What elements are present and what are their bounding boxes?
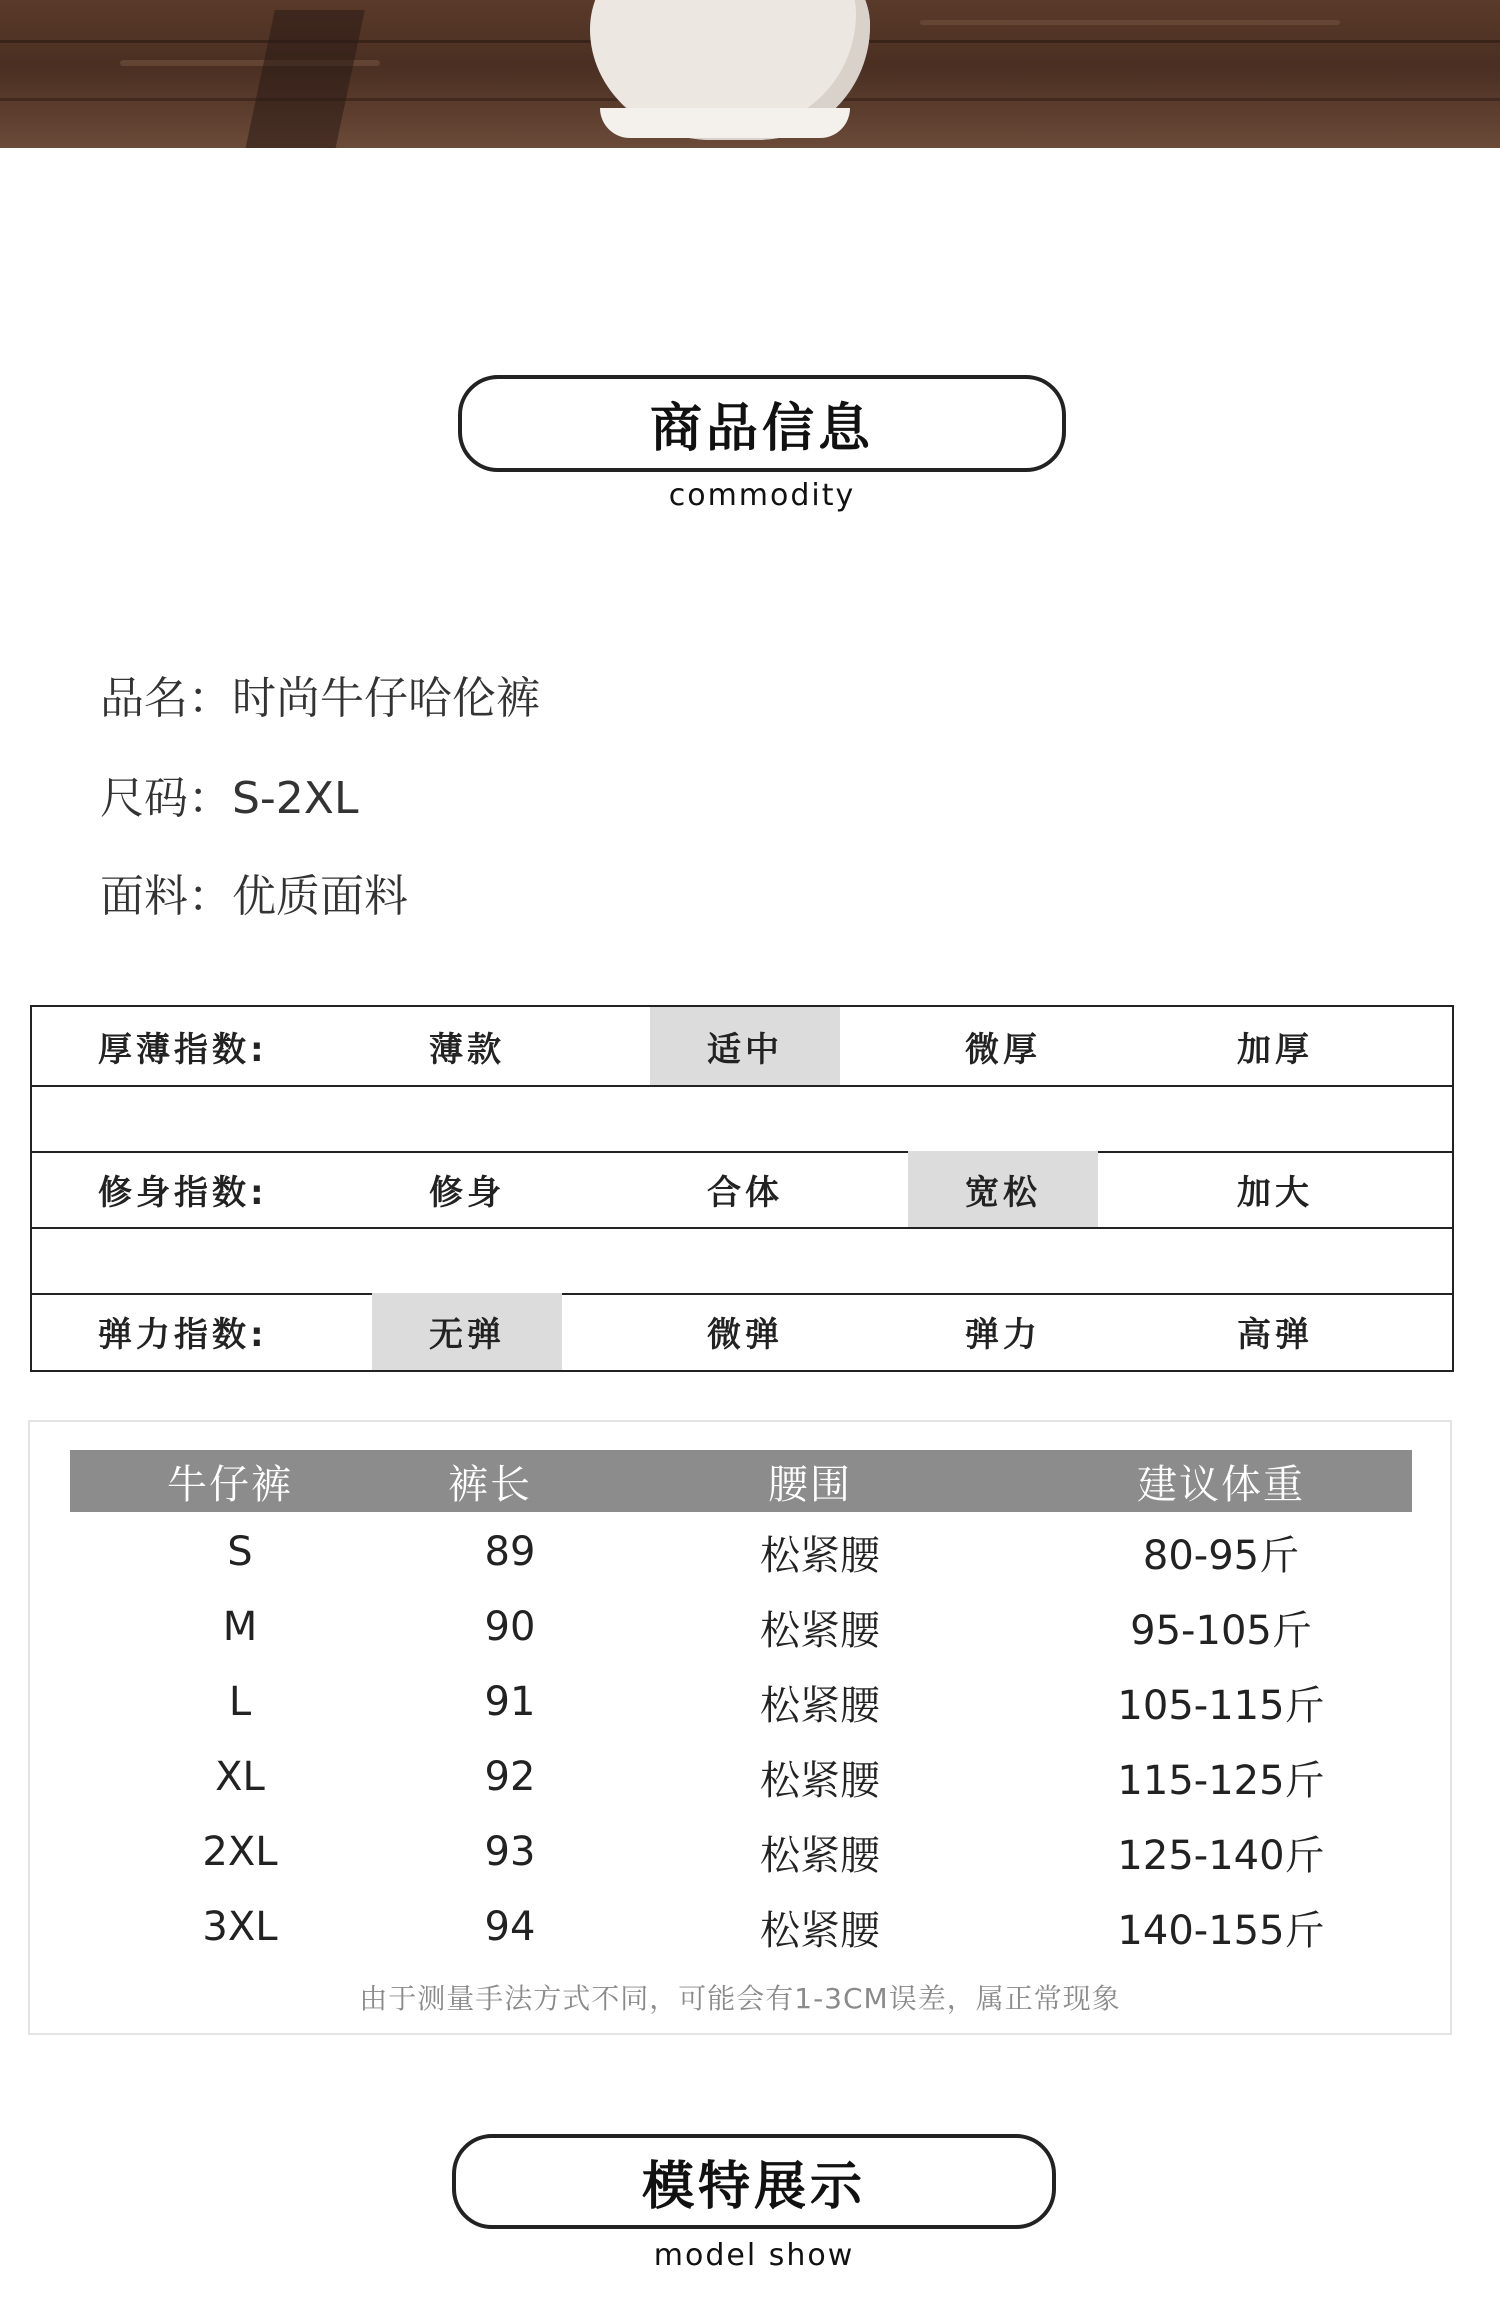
- waist-cell: 松紧腰: [760, 1757, 880, 1804]
- product-size-value: S-2XL: [232, 773, 359, 824]
- weight-cell: 140-155斤: [1117, 1907, 1325, 1954]
- size-chart-header: [70, 1450, 1412, 1512]
- elasticity-index-label: 弹力指数:: [98, 1315, 268, 1355]
- commodity-title-pill: [458, 375, 1066, 472]
- fit-option-oversize: 加大: [1237, 1172, 1313, 1213]
- product-size-label: 尺码：: [100, 773, 232, 824]
- waist-cell: 松紧腰: [760, 1607, 880, 1654]
- commodity-title: 商品信息: [649, 399, 874, 459]
- thickness-index-label: 厚薄指数:: [98, 1029, 268, 1070]
- header-waist: 腰围: [768, 1461, 852, 1508]
- fit-option-slim: 修身: [429, 1172, 505, 1213]
- waist-cell: 松紧腰: [760, 1682, 880, 1729]
- length-cell: 91: [484, 1679, 536, 1725]
- fit-index-table: [30, 1005, 1454, 1372]
- product-size-line: [100, 762, 358, 826]
- length-cell: 89: [484, 1529, 536, 1575]
- product-name-value: 时尚牛仔哈伦裤: [232, 673, 540, 724]
- size-cell: 3XL: [202, 1904, 278, 1950]
- table-spacer-row: [32, 1085, 1452, 1153]
- product-name-label: 品名：: [100, 673, 232, 724]
- size-cell: XL: [215, 1754, 265, 1800]
- length-cell: 93: [484, 1829, 536, 1875]
- elasticity-index-row: [32, 1293, 1452, 1370]
- weight-cell: 80-95斤: [1142, 1532, 1300, 1579]
- size-cell: L: [228, 1679, 252, 1725]
- header-jeans: 牛仔裤: [167, 1461, 293, 1508]
- elasticity-option-slight: 微弹: [707, 1315, 783, 1355]
- length-cell: 92: [484, 1754, 536, 1800]
- size-row: [70, 1665, 1412, 1739]
- header-length: 裤长: [448, 1461, 532, 1508]
- shadow: [245, 10, 365, 148]
- thickness-option-thin: 薄款: [429, 1029, 505, 1070]
- header-weight: 建议体重: [1137, 1461, 1305, 1508]
- measurement-note: 由于测量手法方式不同，可能会有1-3CM误差，属正常现象: [359, 1982, 1121, 2015]
- size-cell: S: [227, 1529, 253, 1575]
- product-fabric-line: [100, 860, 408, 924]
- fit-index-label: 修身指数:: [98, 1172, 268, 1213]
- elasticity-option-none: 无弹: [372, 1293, 562, 1370]
- size-row: [70, 1815, 1412, 1889]
- elasticity-option-elastic: 弹力: [965, 1315, 1041, 1355]
- weight-cell: 125-140斤: [1117, 1832, 1325, 1879]
- fit-index-row: [32, 1151, 1452, 1229]
- weight-cell: 95-105斤: [1130, 1607, 1312, 1654]
- model-show-title-pill: [452, 2134, 1056, 2229]
- weight-cell: 115-125斤: [1117, 1757, 1325, 1804]
- waist-cell: 松紧腰: [760, 1832, 880, 1879]
- size-row: [70, 1890, 1412, 1964]
- product-photo-strip: [0, 0, 1500, 148]
- sneaker-sole: [600, 108, 850, 138]
- size-row: [70, 1590, 1412, 1664]
- elasticity-option-high: 高弹: [1237, 1315, 1313, 1355]
- length-cell: 94: [484, 1904, 536, 1950]
- wood-grain: [920, 20, 1340, 25]
- size-row: [70, 1740, 1412, 1814]
- size-cell: 2XL: [202, 1829, 278, 1875]
- thickness-option-slightly-thick: 微厚: [965, 1029, 1041, 1070]
- waist-cell: 松紧腰: [760, 1532, 880, 1579]
- waist-cell: 松紧腰: [760, 1907, 880, 1954]
- thickness-option-thick: 加厚: [1237, 1029, 1313, 1070]
- size-cell: M: [222, 1604, 258, 1650]
- thickness-index-row: [32, 1007, 1452, 1087]
- product-name-line: [100, 662, 540, 726]
- table-spacer-row: [32, 1227, 1452, 1295]
- commodity-subtitle: commodity: [668, 478, 856, 513]
- fit-option-loose: 宽松: [908, 1151, 1098, 1227]
- length-cell: 90: [484, 1604, 536, 1650]
- thickness-option-medium: 适中: [650, 1007, 840, 1085]
- model-show-title: 模特展示: [641, 2157, 866, 2217]
- size-row: [70, 1515, 1412, 1589]
- weight-cell: 105-115斤: [1117, 1682, 1325, 1729]
- model-show-subtitle: model show: [653, 2238, 855, 2273]
- product-fabric-label: 面料：: [100, 871, 232, 922]
- fit-option-regular: 合体: [707, 1172, 783, 1213]
- product-fabric-value: 优质面料: [232, 871, 408, 922]
